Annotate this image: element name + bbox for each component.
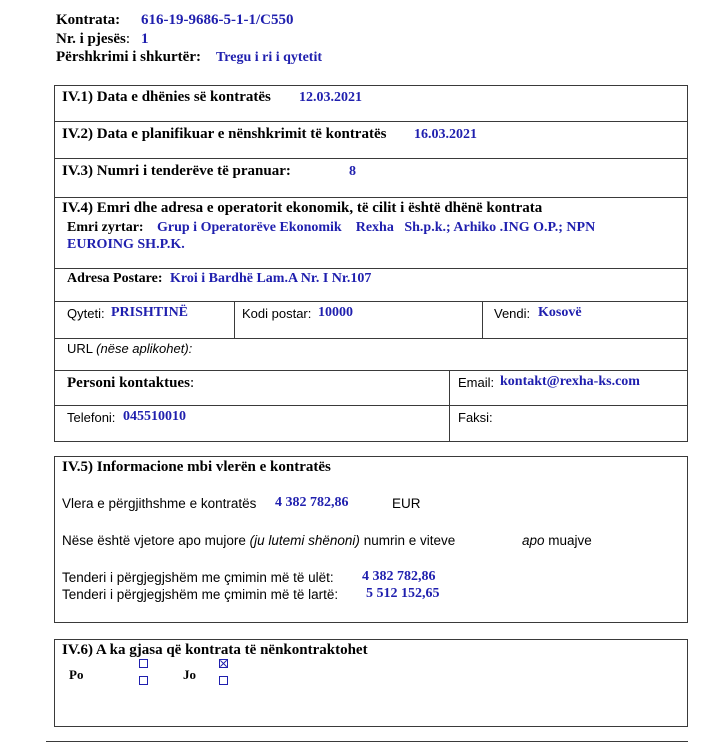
official-name-value-line1: Grup i Operatorëve Ekonomik Rexha Sh.p.k.; Arhiko .ING O.P.; NPN bbox=[157, 220, 596, 235]
url-label: URL bbox=[67, 341, 93, 356]
contact-person-label: Personi kontaktues bbox=[67, 375, 190, 391]
tenders-received-value: 8 bbox=[349, 164, 356, 179]
annual-text-a: Nëse është vjetore apo mujore bbox=[62, 533, 246, 548]
yes-checkbox[interactable] bbox=[139, 676, 148, 685]
signing-date-value: 16.03.2021 bbox=[414, 127, 477, 142]
postal-code-label: Kodi postar: bbox=[242, 306, 312, 321]
tenders-received-label: IV.3) Numri i tenderëve të pranuar: bbox=[62, 163, 291, 179]
highest-price-value: 5 512 152,65 bbox=[366, 586, 440, 601]
annual-text-b: (ju lutemi shënoni) bbox=[249, 533, 360, 548]
no-checkbox[interactable] bbox=[219, 676, 228, 685]
email-label: Email: bbox=[458, 375, 495, 390]
url-line bbox=[67, 341, 192, 356]
award-date-label: IV.1) Data e dhënies së kontratës bbox=[62, 89, 271, 105]
annual-monthly-tail bbox=[522, 533, 592, 548]
subcontracting-title: IV.6) A ka gjasa që kontrata të nënkontraktohet bbox=[62, 642, 368, 658]
annual-text-c: numrin e viteve bbox=[363, 533, 456, 548]
postal-address-value: Kroi i Bardhë Lam.A Nr. I Nr.107 bbox=[170, 271, 372, 286]
country-value: Kosovë bbox=[538, 305, 582, 320]
short-description-label: Përshkrimi i shkurtër: bbox=[56, 49, 201, 65]
operator-section-title: IV.4) Emri dhe adresa e operatorit ekonomik, të cilit i është dhënë kontrata bbox=[62, 200, 543, 216]
postal-address-label: Adresa Postare: bbox=[67, 271, 163, 286]
next-section-border bbox=[46, 741, 688, 742]
phone-label: Telefoni: bbox=[67, 410, 116, 425]
yes-checkbox-top[interactable] bbox=[139, 659, 148, 668]
currency: EUR bbox=[392, 496, 421, 511]
annual-text-e: muajve bbox=[548, 533, 592, 548]
lowest-price-value: 4 382 782,86 bbox=[362, 569, 436, 584]
annual-monthly-line bbox=[62, 533, 455, 548]
lowest-price-label: Tenderi i përgjegjshëm me çmimin më të ulët: bbox=[62, 570, 334, 585]
part-label: Nr. i pjesës bbox=[56, 31, 126, 47]
part-number-line bbox=[56, 31, 130, 48]
part-colon: : bbox=[125, 31, 131, 47]
official-name-value-line2: EUROING SH.P.K. bbox=[67, 237, 185, 252]
award-date-value: 12.03.2021 bbox=[299, 90, 362, 105]
email-value[interactable]: kontakt@rexha-ks.com bbox=[500, 374, 640, 389]
postal-code-value: 10000 bbox=[318, 305, 353, 320]
annual-text-d: apo bbox=[522, 533, 545, 548]
yes-label: Po bbox=[69, 667, 84, 682]
url-note: (nëse aplikohet): bbox=[96, 341, 193, 356]
contract-value-title: IV.5) Informacione mbi vlerën e kontratës bbox=[62, 459, 331, 475]
signing-date-label: IV.2) Data e planifikuar e nënshkrimit të kontratës bbox=[62, 126, 387, 142]
contract-label: Kontrata: bbox=[56, 12, 121, 28]
no-label: Jo bbox=[183, 667, 196, 682]
highest-price-label: Tenderi i përgjegjshëm me çmimin më të lartë: bbox=[62, 587, 339, 602]
country-label: Vendi: bbox=[494, 306, 531, 321]
no-checkbox-checked[interactable] bbox=[219, 659, 228, 668]
contract-number: 616-19-9686-5-1-1/C550 bbox=[141, 12, 294, 28]
city-value: PRISHTINË bbox=[111, 305, 189, 320]
total-value-label: Vlera e përgjithshme e kontratës bbox=[62, 496, 257, 511]
phone-value: 045510010 bbox=[123, 409, 186, 424]
contact-person-colon: : bbox=[189, 375, 195, 391]
fax-label: Faksi: bbox=[458, 410, 493, 425]
official-name-label: Emri zyrtar: bbox=[67, 220, 144, 235]
total-value-amount: 4 382 782,86 bbox=[275, 495, 349, 510]
short-description-value: Tregu i ri i qytetit bbox=[216, 50, 323, 65]
contact-person-line bbox=[67, 375, 194, 392]
city-label: Qyteti: bbox=[67, 306, 105, 321]
part-number-value: 1 bbox=[141, 31, 149, 47]
